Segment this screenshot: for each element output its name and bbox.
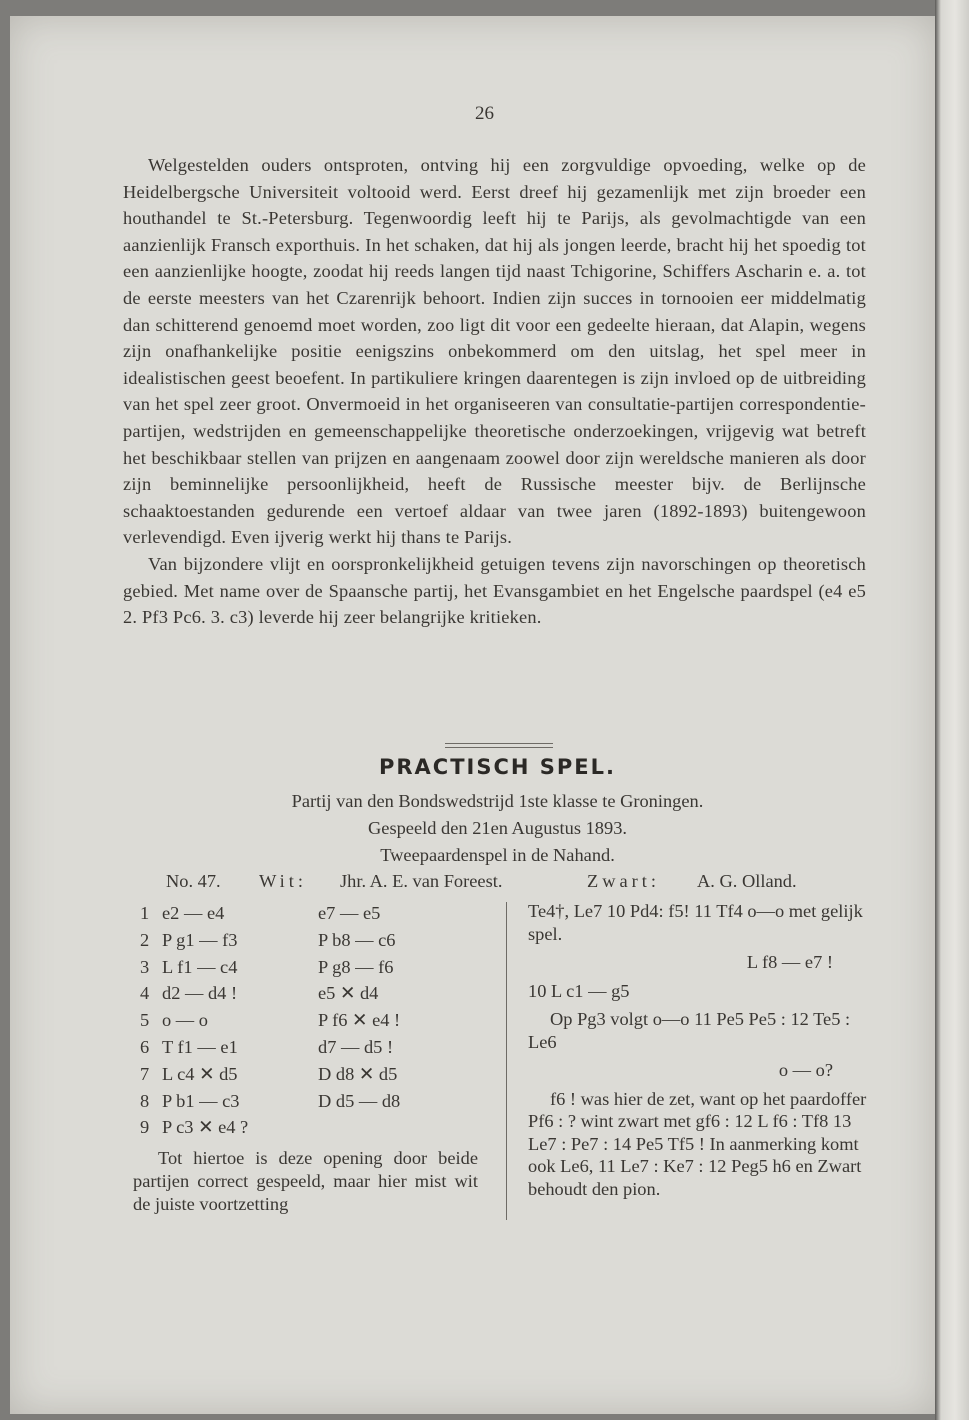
move-row: 3 L f1 — c4 P g8 — f6 xyxy=(140,956,394,977)
move-row: 6 T f1 — e1 d7 — d5 ! xyxy=(140,1036,394,1057)
section-title: PRACTISCH SPEL. xyxy=(378,755,616,779)
move-black-9: L f8 — e7 ! xyxy=(746,952,833,972)
black-player: A. G. Olland. xyxy=(697,871,797,891)
annotation-text: Tot hiertoe is deze opening door beide partijen correct gespeeld, maar hier mist wit de juiste voortzetting xyxy=(133,1148,478,1214)
move-row: 8 P b1 — c3 D d5 — d8 xyxy=(140,1090,401,1111)
move-row: 4 d2 — d4 ! e5 ✕ d4 xyxy=(140,983,379,1004)
annotation-right xyxy=(528,900,873,1200)
annotation-text: Op Pg3 volgt o—o 11 Pe5 Pe5 : 12 Te5 : Le6 xyxy=(528,1009,851,1052)
game-date: Gespeeld den 21en Augustus 1893. xyxy=(368,818,627,838)
paragraph: Van bijzondere vlijt en oorspronkelijkheid getuigen tevens zijn navorschingen op theoretisch gebied. Met name over de Spaansche partij, het Evansgambiet en het Engelsche paardspel (e4 e5 2. Pf3 Pc6. 3. c3) leverde hij zeer belangrijke kritieken. xyxy=(123,553,866,628)
white-player: Jhr. A. E. van Foreest. xyxy=(340,871,503,891)
divider-rule xyxy=(445,747,553,748)
move-row: 5 o — o P f6 ✕ e4 ! xyxy=(140,1010,401,1031)
black-label: Zwart: xyxy=(587,871,661,891)
annotation-text: Te4†, Le7 10 Pd4: f5! 11 Tf4 o—o met gelijk spel. xyxy=(528,901,863,944)
move-black-10: o — o? xyxy=(778,1060,833,1080)
move-row: 7 L c4 ✕ d5 D d8 ✕ d5 xyxy=(140,1063,398,1084)
move-row: 2 P g1 — f3 P b8 — c6 xyxy=(140,929,396,950)
move-list xyxy=(140,903,500,1144)
game-event: Partij van den Bondswedstrijd 1ste klasse te Groningen. xyxy=(291,791,704,811)
page-number: 26 xyxy=(475,103,494,124)
move-row: 1 e2 — e4 e7 — e5 xyxy=(140,903,381,923)
white-label: Wit: xyxy=(259,871,307,891)
game-number: No. 47. xyxy=(166,871,221,891)
body-text xyxy=(123,152,866,631)
divider-rule xyxy=(445,743,553,744)
move-white-10: 10 L c1 — g5 xyxy=(528,980,630,1001)
column-divider xyxy=(506,902,507,1220)
annotation-text: f6 ! was hier de zet, want op het paardoffer Pf6 : ? wint zwart met gf6 : 12 L f6 : Tf8 13 Le7 : Pe7 : 14 Pe5 Tf5 ! In aanmerking komt ook Le6, 11 Le7 : Ke7 : 12 Peg5 h6 en Zwart behoudt den pion. xyxy=(528,1088,867,1199)
page-edge xyxy=(935,0,969,1420)
annotation-left xyxy=(133,1147,478,1216)
move-row: 9 P c3 ✕ e4 ? xyxy=(140,1117,249,1138)
paragraph: Welgestelden ouders ontsproten, ontving hij een zorgvuldige opvoeding, welke op de Heidelbergsche Universiteit voltooid werd. Eerst dreef hij gezamenlijk met zijn broeder een houthandel te St.-Petersburg. Tegenwoordig leeft hij te Parijs, als gevolmachtigde van een aanzienlijk Fransch exporthuis. In het schaken, dat hij als jongen leerde, bracht hij het spoedig tot een aanzienlijke hoogte, zoodat hij reeds langen tijd naast Tchigorine, Schiffers Ascharin e. a. tot de eerste meesters van het Czarenrijk behoort. Indien zijn succes in tornooien eer middelmatig dan schitterend genoemd moet worden, zoo ligt dit voor een gedeelte hieraan, dat Alapin, wegens zijn onafhankelijke positie eenigszins onbekommerd om den uitslag, het spel meer in idealistischen geest beoefent. In partikuliere kringen daarentegen is zijn invloed op de uitbreiding van het spel zeer groot. Onvermoeid in het organiseeren van consultatie-partijen correspondentie-partijen, wedstrijden en gemeenschappelijke theoretische onderzoekingen, vrijgevig wat betreft het beschikbaar stellen van prijzen en aangenaam zoowel door zijn wereldsche manieren als door zijn beminnelijke persoonlijkheid, heeft de Russische meester bijv. de Berlijnsche schaaktoestanden gedurende een vertoef aldaar van twee jaren (1892-1893) buitengewoon verlevendigd. Even ijverig werkt hij thans te Parijs. xyxy=(123,155,866,548)
game-opening: Tweepaardenspel in de Nahand. xyxy=(380,845,615,865)
